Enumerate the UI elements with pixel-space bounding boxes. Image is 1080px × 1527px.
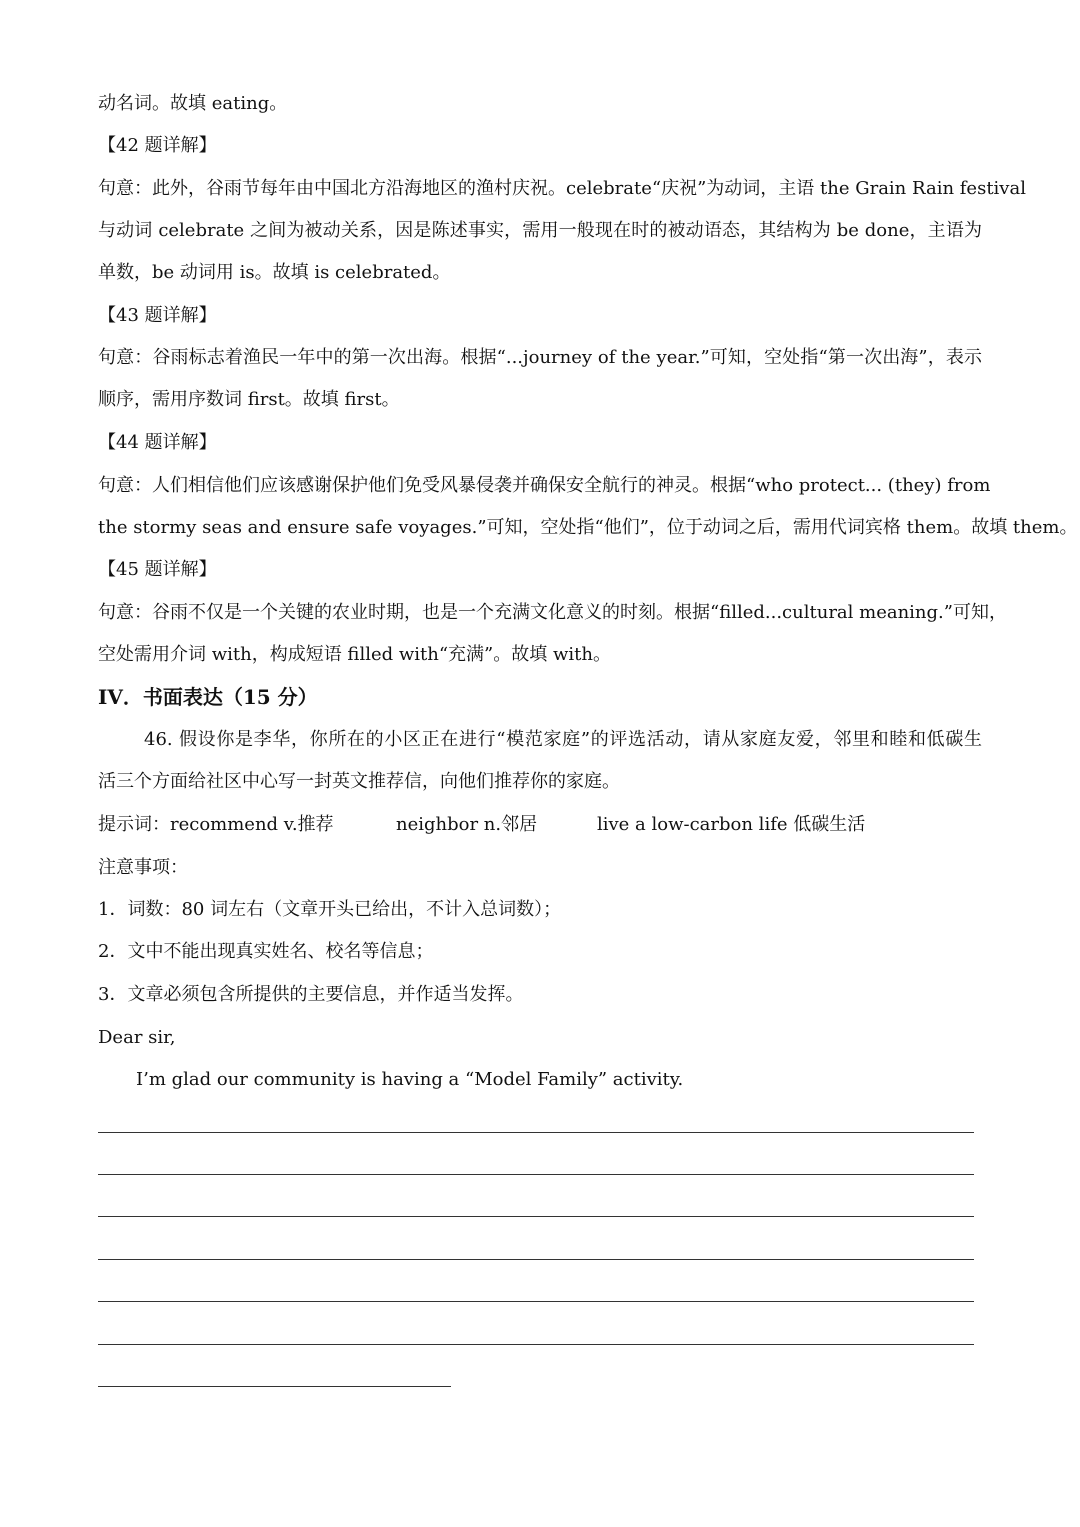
q45-heading: 【45 题详解】 — [98, 559, 217, 580]
answer-line — [98, 1344, 974, 1345]
prompt-line-2: 活三个方面给社区中心写一封英文推荐信，向他们推荐你的家庭。 — [98, 771, 620, 792]
q43-heading: 【43 题详解】 — [98, 305, 217, 326]
note-1: 1．词数：80 词左右（文章开头已给出，不计入总词数）； — [98, 899, 562, 920]
answer-line — [98, 1259, 974, 1260]
q43-line-1: 句意：谷雨标志着渔民一年中的第一次出海。根据“...journey of the year.”可知，空处指“第一次出海”，表示 — [98, 347, 982, 368]
answer-line-short — [98, 1386, 451, 1387]
q45-line-1: 句意：谷雨不仅是一个关键的农业时期，也是一个充满文化意义的时刻。根据“filled...cultural meaning.”可知， — [98, 602, 1007, 623]
q42-line-2: 与动词 celebrate 之间为被动关系，因是陈述事实，需用一般现在时的被动语态，其结构为 be done，主语为 — [98, 220, 982, 241]
q43-line-2: 顺序，需用序数词 first。故填 first。 — [98, 389, 400, 410]
section-title: IV．书面表达（15 分） — [98, 685, 318, 709]
q44-line-1: 句意：人们相信他们应该感谢保护他们免受风暴侵袭并确保安全航行的神灵。根据“who protect... (they) from — [98, 475, 991, 496]
notes-title: 注意事项： — [98, 857, 188, 878]
answer-line — [98, 1216, 974, 1217]
note-3: 3．文章必须包含所提供的主要信息，并作适当发挥。 — [98, 984, 524, 1005]
answer-line — [98, 1132, 974, 1133]
hint-neighbor: neighbor n.邻居 — [396, 814, 538, 835]
q42-heading: 【42 题详解】 — [98, 135, 217, 156]
note-2: 2．文中不能出现真实姓名、校名等信息； — [98, 941, 434, 962]
q44-heading: 【44 题详解】 — [98, 432, 217, 453]
prompt-line-1: 46. 假设你是李华，你所在的小区正在进行“模范家庭”的评选活动，请从家庭友爱，邻里和睦和低碳生 — [144, 729, 982, 750]
letter-opening: I’m glad our community is having a “Model Family” activity. — [136, 1069, 684, 1090]
letter-salutation: Dear sir, — [98, 1027, 176, 1048]
hint-words — [98, 813, 982, 837]
q44-line-2: the stormy seas and ensure safe voyages.”可知，空处指“他们”，位于动词之后，需用代词宾格 them。故填 them。 — [98, 517, 1078, 538]
q42-line-1: 句意：此外，谷雨节每年由中国北方沿海地区的渔村庆祝。celebrate“庆祝”为动词，主语 the Grain Rain festival — [98, 178, 1026, 199]
continuation-text: 动名词。故填 eating。 — [98, 93, 288, 114]
hint-low-carbon: live a low-carbon life 低碳生活 — [597, 814, 866, 835]
hint-recommend: 提示词：recommend v.推荐 — [98, 814, 334, 835]
answer-line — [98, 1301, 974, 1302]
q42-line-3: 单数，be 动词用 is。故填 is celebrated。 — [98, 262, 451, 283]
q45-line-2: 空处需用介词 with，构成短语 filled with“充满”。故填 with。 — [98, 644, 611, 665]
answer-line — [98, 1174, 974, 1175]
